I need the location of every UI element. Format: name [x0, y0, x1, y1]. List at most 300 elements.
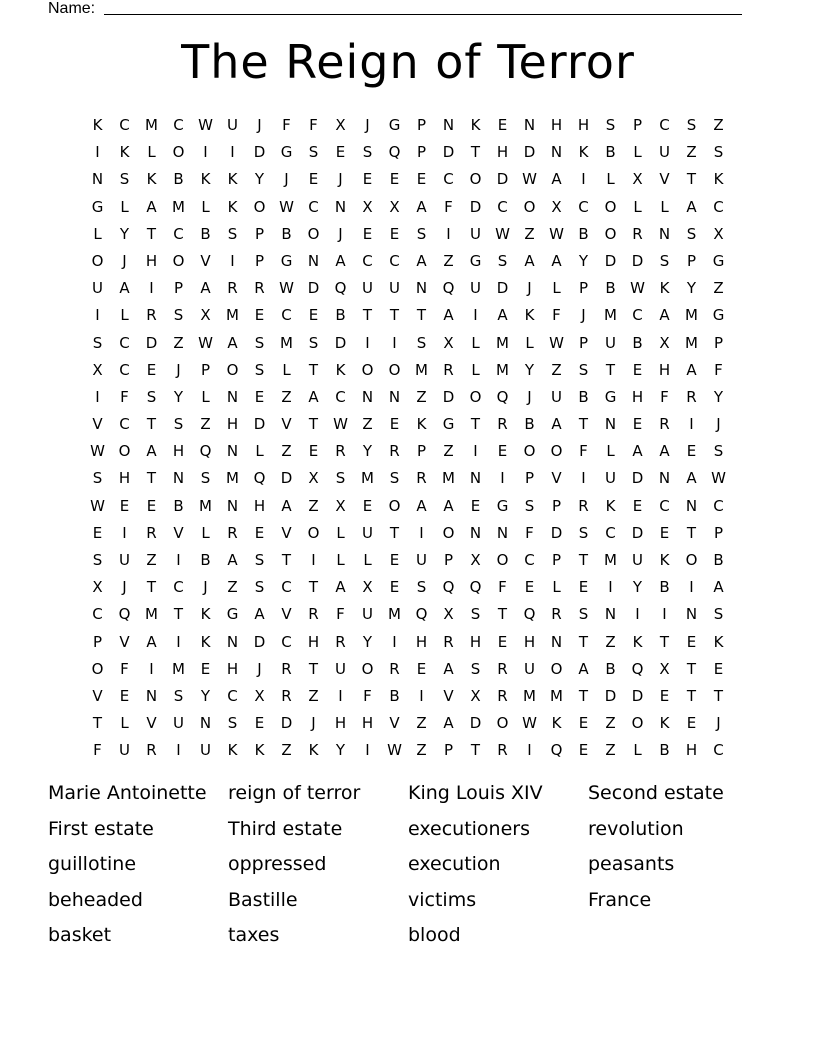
word-list-item: Marie Antoinette — [48, 782, 207, 804]
grid-letter: Q — [523, 605, 536, 624]
grid-letter: U — [173, 714, 184, 733]
grid-letter: E — [200, 659, 211, 678]
grid-letter: F — [714, 360, 723, 379]
grid-letter: B — [605, 143, 616, 162]
word-list-item: Second estate — [588, 782, 724, 804]
grid-row — [84, 493, 732, 520]
grid-letter: E — [389, 415, 400, 434]
grid-letter: O — [118, 442, 131, 461]
grid-letter: C — [281, 306, 292, 325]
grid-letter: K — [470, 116, 481, 134]
word-list-item: Third estate — [228, 817, 343, 840]
grid-letter: S — [497, 251, 508, 270]
grid-row — [84, 275, 732, 302]
grid-letter: Z — [281, 741, 292, 760]
grid-letter: Q — [550, 741, 563, 760]
grid-letter: Q — [631, 659, 644, 678]
grid-letter: Y — [254, 170, 265, 189]
grid-letter: Z — [308, 686, 319, 705]
grid-letter: N — [550, 632, 563, 651]
grid-letter: E — [497, 116, 508, 134]
grid-letter: Z — [524, 224, 535, 243]
grid-letter: H — [226, 415, 239, 434]
grid-row — [84, 465, 732, 492]
grid-letter: A — [227, 551, 238, 569]
grid-letter: J — [257, 116, 262, 134]
grid-letter: C — [173, 578, 184, 597]
grid-letter: S — [92, 469, 103, 488]
grid-letter: V — [443, 686, 454, 705]
grid-letter: D — [631, 686, 644, 705]
grid-letter: Z — [416, 387, 427, 406]
grid-letter: C — [632, 306, 643, 325]
grid-letter: S — [578, 523, 589, 542]
word-list-item: execution — [408, 853, 501, 875]
grid-letter: P — [254, 251, 265, 270]
grid-letter: G — [226, 605, 239, 624]
grid-letter: S — [713, 442, 724, 461]
grid-letter: Z — [605, 714, 616, 733]
grid-letter: R — [686, 387, 697, 406]
grid-letter: V — [281, 415, 292, 434]
grid-letter: O — [604, 224, 617, 243]
grid-letter: X — [335, 496, 346, 515]
grid-letter: F — [120, 387, 129, 406]
grid-letter: H — [361, 714, 374, 733]
grid-letter: Q — [118, 605, 131, 624]
grid-letter: I — [95, 306, 100, 325]
grid-letter: M — [523, 686, 536, 705]
grid-letter: S — [173, 306, 184, 325]
grid-letter: I — [473, 306, 478, 325]
grid-letter: O — [307, 224, 320, 243]
grid-letter: Z — [173, 333, 184, 352]
grid-letter: R — [443, 360, 454, 379]
grid-letter: Z — [146, 551, 157, 569]
grid-letter: Z — [281, 442, 292, 461]
grid-letter: E — [389, 224, 400, 243]
grid-letter: E — [254, 387, 265, 406]
grid-letter: D — [280, 469, 293, 488]
grid-letter: U — [335, 659, 346, 678]
grid-letter: I — [689, 415, 694, 434]
grid-letter: I — [419, 686, 424, 705]
grid-letter: Z — [200, 415, 211, 434]
grid-letter: E — [254, 306, 265, 325]
grid-letter: V — [281, 605, 292, 624]
grid-letter: M — [604, 306, 617, 325]
grid-letter: R — [389, 659, 400, 678]
grid-letter: V — [119, 632, 130, 651]
grid-row — [84, 411, 732, 438]
grid-letter: T — [92, 714, 103, 733]
grid-letter: G — [388, 116, 401, 134]
grid-letter: H — [469, 632, 482, 651]
grid-letter: O — [523, 197, 536, 216]
grid-letter: X — [470, 551, 481, 569]
grid-letter: N — [523, 116, 536, 134]
grid-letter: Y — [119, 224, 130, 243]
grid-letter: U — [362, 605, 373, 624]
grid-letter: R — [551, 605, 562, 624]
grid-letter: S — [254, 578, 265, 597]
grid-letter: T — [146, 415, 157, 434]
grid-letter: F — [282, 116, 291, 134]
grid-letter: N — [226, 632, 239, 651]
letter-grid — [84, 112, 732, 765]
grid-letter: G — [496, 496, 509, 515]
grid-letter: J — [338, 224, 343, 243]
grid-letter: T — [308, 360, 319, 379]
grid-row — [84, 601, 732, 628]
grid-letter: O — [307, 523, 320, 542]
grid-letter: H — [496, 143, 509, 162]
grid-letter: D — [550, 523, 563, 542]
grid-letter: N — [307, 251, 320, 270]
grid-letter: U — [200, 741, 211, 760]
grid-letter: I — [635, 605, 640, 624]
grid-letter: B — [335, 306, 346, 325]
grid-letter: D — [334, 333, 347, 352]
grid-letter: Y — [632, 578, 643, 597]
grid-letter: H — [523, 632, 536, 651]
grid-letter: X — [92, 360, 103, 379]
grid-letter: J — [581, 306, 586, 325]
grid-letter: W — [387, 741, 402, 760]
grid-letter: X — [362, 578, 373, 597]
grid-letter: B — [389, 686, 400, 705]
grid-letter: W — [90, 496, 105, 515]
grid-letter: L — [120, 714, 129, 733]
grid-letter: L — [255, 442, 264, 461]
grid-letter: M — [199, 496, 212, 515]
grid-letter: U — [551, 387, 562, 406]
grid-letter: E — [254, 523, 265, 542]
grid-letter: J — [338, 170, 343, 189]
word-list-item: blood — [408, 924, 461, 946]
grid-row — [84, 194, 732, 221]
grid-letter: U — [605, 333, 616, 352]
grid-letter: E — [308, 306, 319, 325]
grid-letter: U — [362, 279, 373, 298]
grid-letter: H — [145, 251, 158, 270]
grid-letter: M — [604, 551, 617, 569]
grid-letter: D — [631, 469, 644, 488]
grid-letter: F — [660, 387, 669, 406]
grid-letter: E — [146, 496, 157, 515]
grid-letter: S — [146, 387, 157, 406]
word-list-item: peasants — [588, 853, 675, 875]
grid-letter: T — [389, 306, 400, 325]
grid-letter: D — [280, 714, 293, 733]
grid-letter: C — [173, 116, 184, 134]
grid-letter: T — [686, 170, 697, 189]
grid-letter: X — [92, 578, 103, 597]
grid-letter: L — [552, 279, 561, 298]
grid-letter: H — [631, 387, 644, 406]
grid-letter: A — [335, 251, 346, 270]
grid-letter: P — [686, 251, 697, 270]
grid-letter: O — [226, 360, 239, 379]
grid-letter: R — [443, 632, 454, 651]
grid-letter: J — [311, 714, 316, 733]
grid-letter: E — [524, 578, 535, 597]
grid-letter: E — [578, 741, 589, 760]
grid-letter: I — [176, 551, 181, 569]
grid-letter: R — [497, 741, 508, 760]
grid-letter: L — [120, 197, 129, 216]
grid-letter: T — [578, 551, 589, 569]
grid-letter: W — [90, 442, 105, 461]
grid-letter: W — [495, 224, 510, 243]
grid-letter: N — [685, 496, 698, 515]
grid-letter: S — [254, 551, 265, 569]
grid-letter: T — [686, 659, 697, 678]
grid-letter: G — [280, 251, 293, 270]
grid-letter: D — [496, 279, 509, 298]
grid-letter: S — [686, 224, 697, 243]
grid-letter: C — [281, 578, 292, 597]
grid-letter: N — [172, 469, 185, 488]
grid-letter: A — [443, 714, 454, 733]
name-field — [48, 0, 748, 18]
grid-letter: U — [605, 469, 616, 488]
grid-row — [84, 139, 732, 166]
grid-letter: E — [389, 578, 400, 597]
grid-letter: D — [442, 387, 455, 406]
grid-letter: B — [578, 387, 589, 406]
grid-letter: G — [442, 415, 455, 434]
grid-letter: W — [279, 279, 294, 298]
grid-letter: O — [523, 442, 536, 461]
grid-letter: D — [253, 143, 266, 162]
grid-letter: H — [334, 714, 347, 733]
grid-letter: N — [550, 143, 563, 162]
grid-letter: U — [362, 523, 373, 542]
grid-letter: M — [226, 469, 239, 488]
grid-letter: Y — [173, 387, 184, 406]
grid-letter: L — [201, 197, 210, 216]
grid-letter: T — [470, 741, 481, 760]
grid-letter: T — [686, 686, 697, 705]
grid-letter: N — [226, 442, 239, 461]
grid-letter: P — [713, 333, 724, 352]
grid-letter: I — [122, 523, 127, 542]
grid-letter: C — [308, 197, 319, 216]
word-list — [48, 778, 768, 956]
grid-letter: Q — [253, 469, 266, 488]
grid-letter: B — [578, 224, 589, 243]
grid-letter: E — [389, 170, 400, 189]
grid-letter: O — [469, 387, 482, 406]
grid-letter: E — [308, 442, 319, 461]
grid-letter: L — [201, 523, 210, 542]
grid-letter: Z — [281, 387, 292, 406]
grid-letter: S — [308, 333, 319, 352]
grid-letter: H — [172, 442, 185, 461]
grid-letter: L — [633, 741, 642, 760]
grid-letter: A — [686, 197, 697, 216]
grid-letter: X — [362, 197, 373, 216]
grid-letter: T — [416, 306, 427, 325]
grid-letter: S — [686, 116, 697, 134]
grid-letter: M — [415, 360, 428, 379]
grid-letter: O — [172, 251, 185, 270]
grid-letter: C — [119, 360, 130, 379]
grid-letter: K — [200, 605, 211, 624]
grid-letter: D — [469, 197, 482, 216]
grid-letter: S — [416, 224, 427, 243]
grid-letter: A — [551, 251, 562, 270]
grid-letter: D — [469, 714, 482, 733]
grid-letter: U — [389, 279, 400, 298]
grid-letter: L — [633, 197, 642, 216]
grid-letter: A — [713, 578, 724, 597]
grid-row — [84, 248, 732, 275]
grid-letter: Q — [442, 279, 455, 298]
grid-letter: S — [416, 578, 427, 597]
grid-letter: I — [473, 442, 478, 461]
grid-letter: R — [335, 442, 346, 461]
grid-letter: M — [172, 659, 185, 678]
grid-letter: N — [496, 523, 509, 542]
grid-letter: P — [416, 143, 427, 162]
grid-letter: K — [524, 306, 535, 325]
grid-letter: J — [257, 659, 262, 678]
grid-letter: P — [443, 741, 454, 760]
grid-letter: P — [632, 116, 643, 134]
grid-letter: Z — [416, 714, 427, 733]
grid-letter: E — [308, 170, 319, 189]
grid-letter: M — [685, 333, 698, 352]
grid-letter: E — [254, 714, 265, 733]
grid-letter: S — [173, 415, 184, 434]
grid-letter: Q — [334, 279, 347, 298]
grid-letter: K — [605, 496, 616, 515]
grid-letter: I — [446, 224, 451, 243]
grid-letter: N — [226, 387, 239, 406]
grid-letter: V — [146, 714, 157, 733]
grid-row — [84, 574, 732, 601]
grid-letter: W — [711, 469, 726, 488]
grid-letter: T — [578, 632, 589, 651]
grid-letter: E — [470, 496, 481, 515]
grid-letter: R — [497, 659, 508, 678]
grid-letter: K — [227, 170, 238, 189]
grid-letter: J — [527, 387, 532, 406]
grid-letter: L — [633, 143, 642, 162]
grid-letter: F — [363, 686, 372, 705]
grid-letter: S — [713, 143, 724, 162]
grid-letter: Y — [335, 741, 346, 760]
grid-letter: I — [392, 632, 397, 651]
grid-letter: C — [605, 523, 616, 542]
grid-letter: X — [443, 333, 454, 352]
grid-letter: R — [281, 686, 292, 705]
grid-letter: E — [686, 632, 697, 651]
grid-letter: A — [632, 442, 643, 461]
grid-letter: T — [605, 360, 616, 379]
grid-letter: K — [659, 551, 670, 569]
grid-letter: O — [388, 496, 401, 515]
grid-letter: S — [578, 605, 589, 624]
grid-letter: W — [549, 333, 564, 352]
grid-letter: E — [659, 686, 670, 705]
grid-letter: E — [659, 523, 670, 542]
grid-letter: X — [335, 116, 346, 134]
grid-letter: Q — [199, 442, 212, 461]
grid-letter: I — [203, 143, 208, 162]
grid-letter: S — [713, 605, 724, 624]
grid-letter: P — [92, 632, 103, 651]
grid-letter: U — [119, 551, 130, 569]
grid-letter: B — [632, 333, 643, 352]
grid-row — [84, 710, 732, 737]
grid-letter: C — [524, 551, 535, 569]
grid-letter: I — [527, 741, 532, 760]
grid-letter: C — [119, 415, 130, 434]
grid-letter: S — [389, 469, 400, 488]
grid-letter: E — [146, 360, 157, 379]
grid-letter: M — [280, 333, 293, 352]
grid-letter: A — [335, 578, 346, 597]
grid-letter: G — [712, 306, 725, 325]
grid-letter: E — [362, 224, 373, 243]
grid-letter: R — [146, 741, 157, 760]
grid-letter: A — [308, 387, 319, 406]
grid-letter: R — [497, 415, 508, 434]
grid-letter: A — [254, 605, 265, 624]
grid-letter: Q — [442, 578, 455, 597]
grid-letter: X — [659, 659, 670, 678]
grid-letter: C — [497, 197, 508, 216]
grid-letter: B — [200, 551, 211, 569]
grid-row — [84, 547, 732, 574]
grid-letter: E — [335, 143, 346, 162]
grid-letter: X — [443, 605, 454, 624]
grid-letter: A — [146, 632, 157, 651]
grid-letter: D — [253, 415, 266, 434]
grid-letter: S — [470, 605, 481, 624]
grid-letter: E — [632, 415, 643, 434]
grid-row — [84, 683, 732, 710]
grid-letter: O — [604, 197, 617, 216]
grid-letter: T — [578, 415, 589, 434]
grid-letter: Y — [713, 387, 724, 406]
grid-letter: M — [361, 469, 374, 488]
grid-letter: H — [577, 116, 590, 134]
grid-letter: R — [416, 469, 427, 488]
grid-letter: J — [176, 360, 181, 379]
grid-letter: O — [442, 523, 455, 542]
grid-letter: D — [604, 251, 617, 270]
grid-letter: U — [92, 279, 103, 298]
grid-letter: H — [307, 632, 320, 651]
grid-letter: C — [659, 116, 670, 134]
grid-letter: M — [685, 306, 698, 325]
grid-letter: R — [254, 279, 265, 298]
grid-letter: C — [362, 251, 373, 270]
grid-letter: O — [496, 551, 509, 569]
word-list-item: Bastille — [228, 888, 298, 911]
grid-letter: E — [632, 496, 643, 515]
grid-letter: M — [442, 469, 455, 488]
grid-letter: Y — [524, 360, 535, 379]
grid-row — [84, 438, 732, 465]
grid-letter: A — [551, 415, 562, 434]
grid-letter: R — [335, 632, 346, 651]
grid-letter: F — [525, 523, 534, 542]
